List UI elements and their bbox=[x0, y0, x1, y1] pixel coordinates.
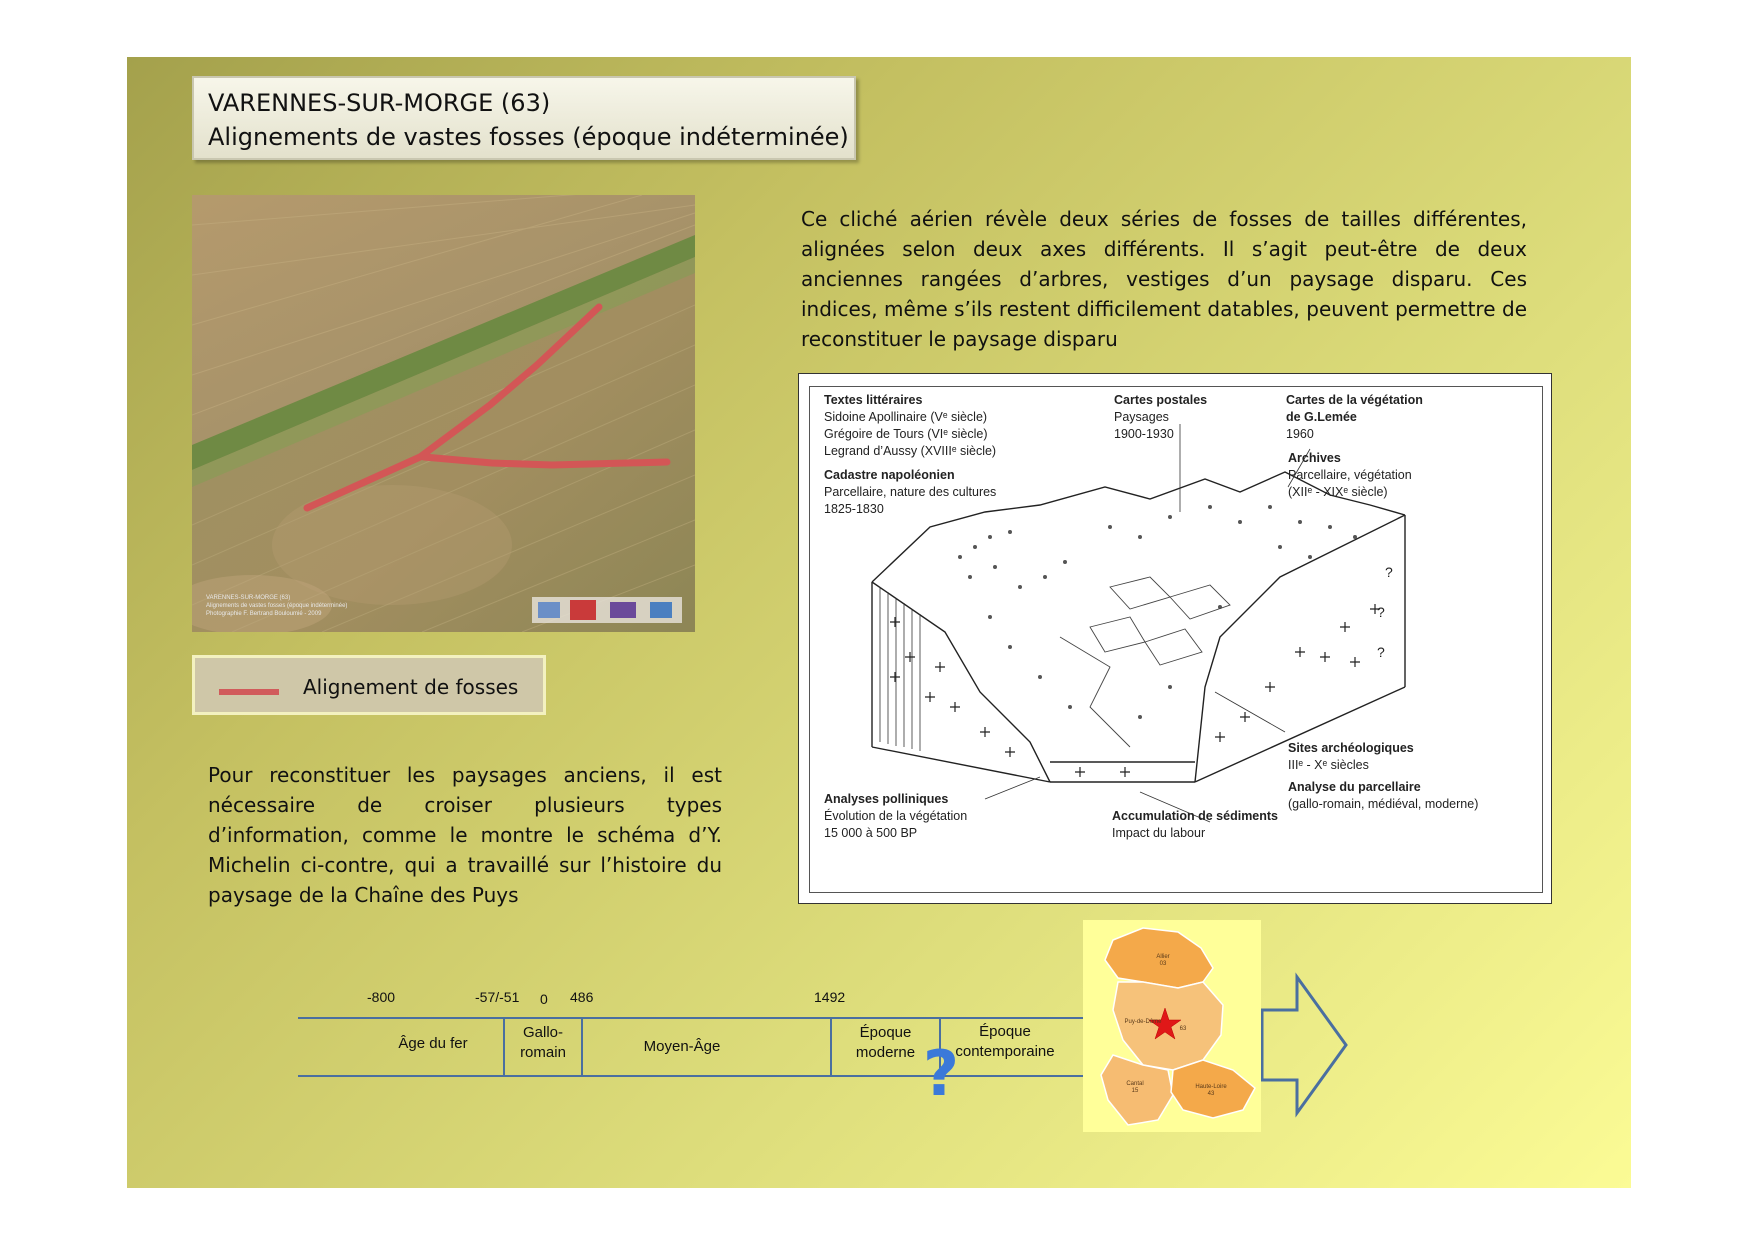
partner-logos bbox=[532, 597, 682, 623]
cartes-vegetation-heading-1: Cartes de la végétation bbox=[1286, 393, 1423, 407]
svg-text:?: ? bbox=[1377, 604, 1385, 620]
sites-line-1: IIIᵉ - Xᵉ siècles bbox=[1288, 758, 1369, 772]
map-label-cantal-num: 15 bbox=[1131, 1088, 1139, 1094]
diagram-label-parcellaire bbox=[1288, 779, 1478, 813]
period-gallo-line-2: romain bbox=[520, 1044, 566, 1061]
period-gallo-romain bbox=[506, 1023, 580, 1063]
legend-box bbox=[192, 655, 546, 715]
period-moyen-age: Moyen-Âge bbox=[643, 1038, 721, 1055]
title-line-2: Alignements de vastes fosses (époque indéterminée) bbox=[208, 123, 849, 151]
legend-label: Alignement de fosses bbox=[303, 675, 519, 699]
aerial-photo-image bbox=[192, 195, 695, 632]
archives-heading: Archives bbox=[1288, 451, 1341, 465]
period-epoque-contemporaine bbox=[942, 1022, 1068, 1062]
diagram-label-cadastre bbox=[824, 467, 996, 518]
archives-line-1: Parcellaire, végétation bbox=[1288, 468, 1412, 482]
period-moderne-line-2: moderne bbox=[855, 1044, 916, 1061]
photo-caption-line-2: Alignements de vastes fosses (époque indéterminée) bbox=[206, 603, 348, 609]
diagram-label-archives bbox=[1288, 450, 1412, 501]
svg-text:?: ? bbox=[1385, 564, 1393, 580]
auvergne-map-drawing bbox=[1083, 920, 1261, 1132]
polliniques-line-1: Évolution de la végétation bbox=[824, 809, 968, 823]
map-label-allier-num: 03 bbox=[1159, 961, 1167, 967]
polliniques-heading: Analyses polliniques bbox=[824, 792, 949, 806]
diagram-label-sites bbox=[1288, 740, 1414, 774]
period-contemporaine-line-2: contemporaine bbox=[955, 1043, 1055, 1060]
cadastre-heading: Cadastre napoléonien bbox=[824, 468, 955, 482]
cartes-vegetation-heading-2: de G.Lemée bbox=[1286, 410, 1357, 424]
cartes-postales-line-2: 1900-1930 bbox=[1114, 427, 1174, 441]
timeline-date-57: -57/-51 bbox=[475, 989, 520, 1005]
textes-heading: Textes littéraires bbox=[824, 393, 923, 407]
map-label-allier: Allier bbox=[1156, 954, 1170, 960]
timeline-date-0: 0 bbox=[540, 991, 548, 1007]
diagram-label-cartes-vegetation bbox=[1286, 392, 1423, 443]
textes-line-1: Sidoine Apollinaire (Vᵉ siècle) bbox=[824, 410, 988, 424]
parcellaire-heading: Analyse du parcellaire bbox=[1288, 780, 1421, 794]
period-age-du-fer: Âge du fer bbox=[398, 1035, 468, 1052]
timeline-date-1492: 1492 bbox=[814, 989, 846, 1005]
diagram-frame bbox=[809, 386, 1543, 893]
question-mark-icon: ? bbox=[923, 1037, 959, 1110]
timeline-date-800: -800 bbox=[367, 989, 396, 1005]
period-contemporaine-line-1: Époque bbox=[979, 1023, 1031, 1040]
map-label-haute-loire: Haute-Loire bbox=[1195, 1084, 1227, 1090]
aerial-photo bbox=[192, 195, 695, 632]
photo-caption-line-1: VARENNES-SUR-MORGE (63) bbox=[206, 595, 291, 601]
diagram-label-sediments bbox=[1112, 808, 1278, 842]
cadastre-line-1: Parcellaire, nature des cultures bbox=[824, 485, 997, 499]
sediments-line-1: Impact du labour bbox=[1112, 826, 1206, 840]
diagram-label-textes bbox=[824, 392, 996, 460]
textes-line-2: Grégoire de Tours (VIᵉ siècle) bbox=[824, 427, 988, 441]
map-label-cantal: Cantal bbox=[1126, 1081, 1144, 1087]
auvergne-map bbox=[1083, 920, 1261, 1132]
polliniques-line-2: 15 000 à 500 BP bbox=[824, 826, 918, 840]
photo-caption-line-3: Photographie F. Bertrand Bouloumié - 2009 bbox=[206, 611, 322, 617]
map-label-haute-loire-num: 43 bbox=[1207, 1091, 1215, 1097]
diagram-label-cartes-postales bbox=[1114, 392, 1207, 443]
landscape-description: Pour reconstituer les paysages anciens, il est nécessaire de croiser plusieurs types d’information, comme le montre le schéma d’Y. Michelin ci-contre, qui a travaillé sur l’histoire du paysage de la Chaîne des Puys bbox=[208, 763, 722, 907]
title-line-1: VARENNES-SUR-MORGE (63) bbox=[208, 89, 551, 117]
textes-line-3: Legrand d’Aussy (XVIIIᵉ siècle) bbox=[824, 444, 997, 458]
svg-text:?: ? bbox=[1377, 644, 1385, 660]
sites-heading: Sites archéologiques bbox=[1288, 741, 1414, 755]
map-label-puy: Puy-de-Dôme bbox=[1124, 1019, 1162, 1025]
cadastre-line-2: 1825-1830 bbox=[824, 502, 884, 516]
cartes-vegetation-line-1: 1960 bbox=[1286, 427, 1314, 441]
parcellaire-line-1: (gallo-romain, médiéval, moderne) bbox=[1288, 797, 1479, 811]
cartes-postales-heading: Cartes postales bbox=[1114, 393, 1208, 407]
diagram-label-polliniques bbox=[824, 791, 967, 842]
cartes-postales-line-1: Paysages bbox=[1114, 410, 1169, 424]
legend-swatch bbox=[219, 689, 279, 695]
period-moderne-line-1: Époque bbox=[859, 1024, 912, 1041]
timeline-date-486: 486 bbox=[570, 989, 594, 1005]
map-label-puy-num: 63 bbox=[1179, 1026, 1187, 1032]
landscape-diagram bbox=[798, 373, 1552, 904]
photo-caption bbox=[206, 594, 347, 618]
sediments-heading: Accumulation de sédiments bbox=[1112, 809, 1279, 823]
period-gallo-line-1: Gallo- bbox=[522, 1024, 563, 1041]
title-box bbox=[192, 76, 856, 160]
aerial-description: Ce cliché aérien révèle deux séries de fosses de tailles différentes, alignées selon deux axes différents. Il s’agit peut-être de deux anciennes rangées d’arbres, vestiges d’un paysage disparu. Ces indices, même s’ils restent difficilement datables, peuvent permettre de reconstituer le paysage disparu bbox=[801, 207, 1527, 351]
archives-line-2: (XIIᵉ - XIXᵉ siècle) bbox=[1288, 485, 1388, 499]
